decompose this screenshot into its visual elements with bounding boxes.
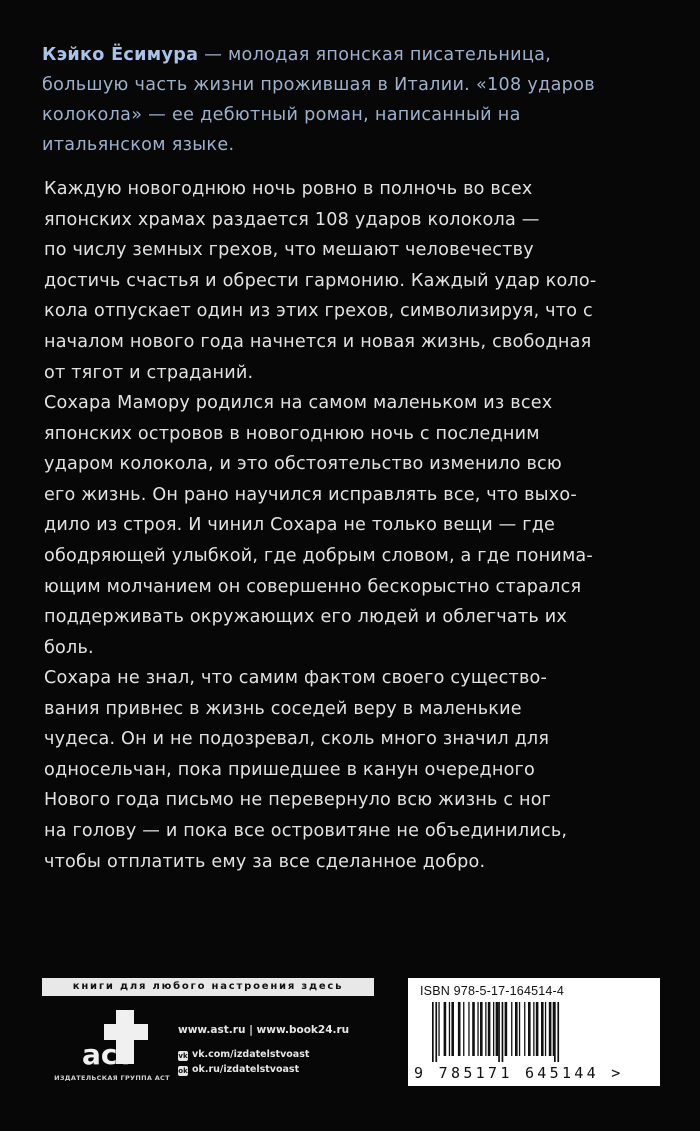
text-line: на голову — и пока все островитяне не объединились, bbox=[44, 820, 568, 841]
isbn-label: ISBN 978-5-17-164514-4 bbox=[420, 984, 565, 998]
bio-line: — молодая японская писательница, bbox=[198, 45, 552, 65]
text-line: японских островов в новогоднюю ночь с последним bbox=[44, 423, 540, 444]
bio-line: колокола» — ее дебютный роман, написанный на bbox=[42, 105, 521, 125]
social-link-vk[interactable] bbox=[178, 1049, 398, 1061]
text-line: Нового года письмо не перевернуло всю жизнь с ног bbox=[44, 790, 552, 811]
text-line: началом нового года начнется и новая жизнь, свободная bbox=[44, 331, 592, 352]
barcode bbox=[430, 1002, 640, 1062]
text-line: Сохара не знал, что самим фактом своего существо- bbox=[44, 668, 548, 688]
text-line: ющим молчанием он совершенно бескорыстно старался bbox=[44, 576, 582, 597]
text-line: достичь счастья и обрести гармонию. Каждый удар коло- bbox=[44, 270, 597, 291]
text-line: вания привнес в жизнь соседей веру в маленькие bbox=[44, 698, 522, 719]
slogan-banner: книги для любого настроения здесь bbox=[42, 978, 374, 996]
description-paragraph-1 bbox=[44, 174, 674, 388]
website-links[interactable]: www.ast.ru | www.book24.ru bbox=[178, 1024, 350, 1036]
social-link-text: vk.com/izdatelstvoast bbox=[192, 1049, 310, 1060]
ast-logo-text: аст bbox=[82, 1038, 134, 1071]
author-name: Кэйко Ёсимура bbox=[42, 45, 199, 65]
author-bio bbox=[42, 40, 672, 160]
text-line: боль. bbox=[44, 637, 94, 658]
description-paragraph-3 bbox=[44, 663, 674, 877]
text-line: кола отпускает один из этих грехов, символизируя, что с bbox=[44, 301, 593, 322]
bio-line: итальянском языке. bbox=[42, 135, 235, 155]
text-line: по числу земных грехов, что мешают человечеству bbox=[44, 240, 534, 261]
text-line: дило из строя. И чинил Сохара не только вещи — где bbox=[44, 515, 556, 536]
text-line: поддерживать окружающих его людей и облегчать их bbox=[44, 607, 567, 628]
text-line: японских храмах раздается 108 ударов колокола — bbox=[44, 209, 540, 230]
social-link-text: ok.ru/izdatelstvoast bbox=[192, 1064, 300, 1075]
text-line: Сохара Мамору родился на самом маленьком из всех bbox=[44, 393, 553, 413]
text-line: односельчан, пока пришедшее в канун очередного bbox=[44, 759, 535, 780]
ok-icon: ok bbox=[178, 1067, 188, 1075]
isbn-barcode-block bbox=[408, 978, 660, 1086]
isbn-digits: 9 785171 645144 > bbox=[414, 1064, 624, 1082]
text-line: его жизнь. Он рано научился исправлять все, что выхо- bbox=[44, 484, 577, 505]
text-line: от тягот и страданий. bbox=[44, 362, 254, 383]
text-line: ударом колокола, и это обстоятельство изменило всю bbox=[44, 454, 562, 475]
text-line: ободряющей улыбкой, где добрым словом, а где понима- bbox=[44, 545, 593, 566]
bio-line: большую часть жизни прожившая в Италии. «108 ударов bbox=[42, 75, 595, 95]
text-line: чтобы отплатить ему за все сделанное добро. bbox=[44, 851, 486, 872]
publisher-links bbox=[178, 1024, 398, 1079]
text-line: Каждую новогоднюю ночь ровно в полночь во всех bbox=[44, 179, 533, 199]
description-paragraph-2 bbox=[44, 388, 674, 663]
text-line: чудеса. Он и не подозревал, сколь много значил для bbox=[44, 729, 550, 750]
publisher-imprint: ИЗДАТЕЛЬСКАЯ ГРУППА АСТ bbox=[54, 1074, 170, 1082]
vk-icon: vk bbox=[178, 1052, 188, 1060]
social-link-ok[interactable] bbox=[178, 1064, 398, 1076]
